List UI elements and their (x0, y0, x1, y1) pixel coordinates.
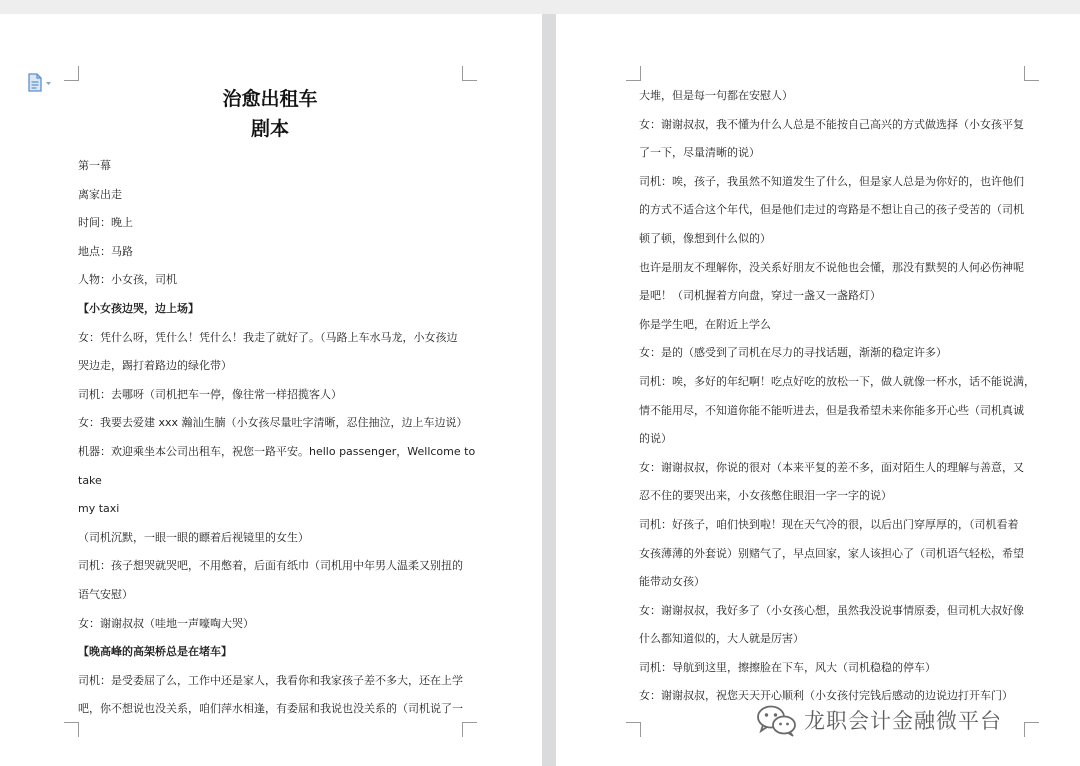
paragraph-line: 离家出走 (78, 187, 122, 201)
paragraph-line: 时间：晚上 (78, 216, 133, 230)
document-page-left (0, 14, 542, 766)
paragraph-line: 语气安慰） (78, 587, 133, 601)
paragraph-line: 什么都知道似的，大人就是厉害） (639, 632, 804, 646)
paragraph-line: 机器：欢迎乘坐本公司出租车，祝您一路平安。hello passenger，Wellcome to (78, 444, 476, 458)
paragraph-line: 大堆，但是每一句都在安慰人） (639, 89, 793, 102)
paragraph-line: 女：我要去爱建 xxx 瀚汕生腩（小女孩尽量吐字清晰，忍住抽泣，边上车边说） (78, 416, 468, 430)
paragraph-line: 司机：去哪呀（司机把车一停，像往常一样招揽客人） (78, 387, 342, 401)
paragraph-line: （司机沉默，一眼一眼的瞟着后视镜里的女生） (78, 530, 309, 544)
paragraph-line: 女：谢谢叔叔，你说的很对（本来平复的差不多，面对陌生人的理解与善意，又 (639, 460, 1024, 474)
paragraph-line: 顿了顿，像想到什么似的） (639, 231, 771, 245)
paragraph-line: 司机：导航到这里，擦擦脸在下车，风大（司机稳稳的停车） (639, 660, 936, 674)
paragraph-line: 【小女孩边哭，边上场】 (78, 301, 199, 315)
paragraph-line: 女：凭什么呀，凭什么！凭什么！我走了就好了。（马路上车水马龙，小女孩边 (78, 330, 458, 344)
document-page-right (556, 14, 1080, 766)
crop-mark (1024, 722, 1039, 737)
paragraph-line: 的方式不适合这个年代，但是他们走过的弯路是不想让自己的孩子受苦的（司机 (639, 203, 1024, 217)
crop-mark (626, 722, 641, 737)
crop-mark (462, 722, 477, 737)
document-subtitle: 剧本 (250, 118, 289, 140)
paragraph-line: 情不能用尽，不知道你能不能听进去，但是我希望未来你能多开心些（司机真诚 (639, 403, 1024, 417)
paragraph-line: 女：是的（感受到了司机在尽力的寻找话题，渐渐的稳定许多） (639, 346, 947, 360)
paragraph-line: 司机：唉，多好的年纪啊！吃点好吃的放松一下，做人就像一杯水，话不能说满， (639, 374, 1035, 388)
paragraph-line: 【晚高峰的高架桥总是在堵车】 (78, 645, 232, 659)
paragraph-line: 地点：马路 (78, 244, 133, 258)
crop-mark (64, 66, 79, 81)
document-icon[interactable] (27, 73, 53, 93)
paragraph-line: 的说） (639, 432, 672, 446)
paragraph-line: 女孩薄薄的外套说）别赌气了，早点回家，家人该担心了（司机语气轻松，希望 (639, 546, 1024, 560)
paragraph-line: 忍不住的要哭出来，小女孩憋住眼泪一字一字的说） (639, 489, 892, 503)
paragraph-line: 女：谢谢叔叔，我不懂为什么人总是不能按自己高兴的方式做选择（小女孩平复 (639, 117, 1024, 131)
paragraph-line: 司机：是受委屈了么，工作中还是家人，我看你和我家孩子差不多大，还在上学 (78, 673, 463, 687)
crop-mark (626, 66, 641, 81)
crop-mark (64, 722, 79, 737)
right-page-text (639, 82, 1035, 711)
paragraph-line: 你是学生吧，在附近上学么 (639, 317, 771, 331)
paragraph-line: 女：谢谢叔叔（哇地一声嚎啕大哭） (78, 616, 254, 630)
paragraph-line: 司机：孩子想哭就哭吧，不用憋着，后面有纸巾（司机用中年男人温柔又别扭的 (78, 559, 463, 573)
paragraph-line: 了一下，尽量清晰的说） (639, 146, 760, 160)
paragraph-line: 司机：好孩子，咱们快到啦！现在天气冷的很，以后出门穿厚厚的，（司机看着 (639, 517, 1019, 531)
paragraph-line: 女：谢谢叔叔，我好多了（小女孩心想，虽然我没说事情原委，但司机大叔好像 (639, 603, 1024, 617)
paragraph-line: 人物：小女孩，司机 (78, 273, 177, 287)
document-title: 治愈出租车 (222, 88, 318, 110)
paragraph-line: take (78, 473, 102, 487)
top-toolbar-strip (0, 0, 1080, 15)
page-gutter (542, 14, 556, 766)
paragraph-line: my taxi (78, 502, 120, 516)
paragraph-line: 吧，你不想说也没关系，咱们萍水相逢，有委屈和我说也没关系的（司机说了一 (78, 702, 463, 716)
crop-mark (1024, 66, 1039, 81)
paragraph-line: 司机：唉，孩子，我虽然不知道发生了什么，但是家人总是为你好的，也许他们 (639, 174, 1024, 188)
crop-mark (462, 66, 477, 81)
paragraph-line: 也许是朋友不理解你，没关系好朋友不说他也会懂，那没有默契的人何必伤神呢 (639, 260, 1024, 274)
paragraph-line: 能带动女孩） (639, 575, 705, 589)
watermark-text: 龙职会计金融微平台 (804, 709, 1002, 733)
paragraph-line: 第一幕 (78, 159, 111, 172)
paragraph-line: 是吧！（司机握着方向盘，穿过一盏又一盏路灯） (639, 289, 881, 303)
paragraph-line: 哭边走，踢打着路边的绿化带） (78, 359, 232, 373)
paragraph-line: 女：谢谢叔叔，祝您天天开心顺利（小女孩付完钱后感动的边说边打开车门） (639, 689, 1013, 703)
left-page-text (78, 152, 476, 724)
